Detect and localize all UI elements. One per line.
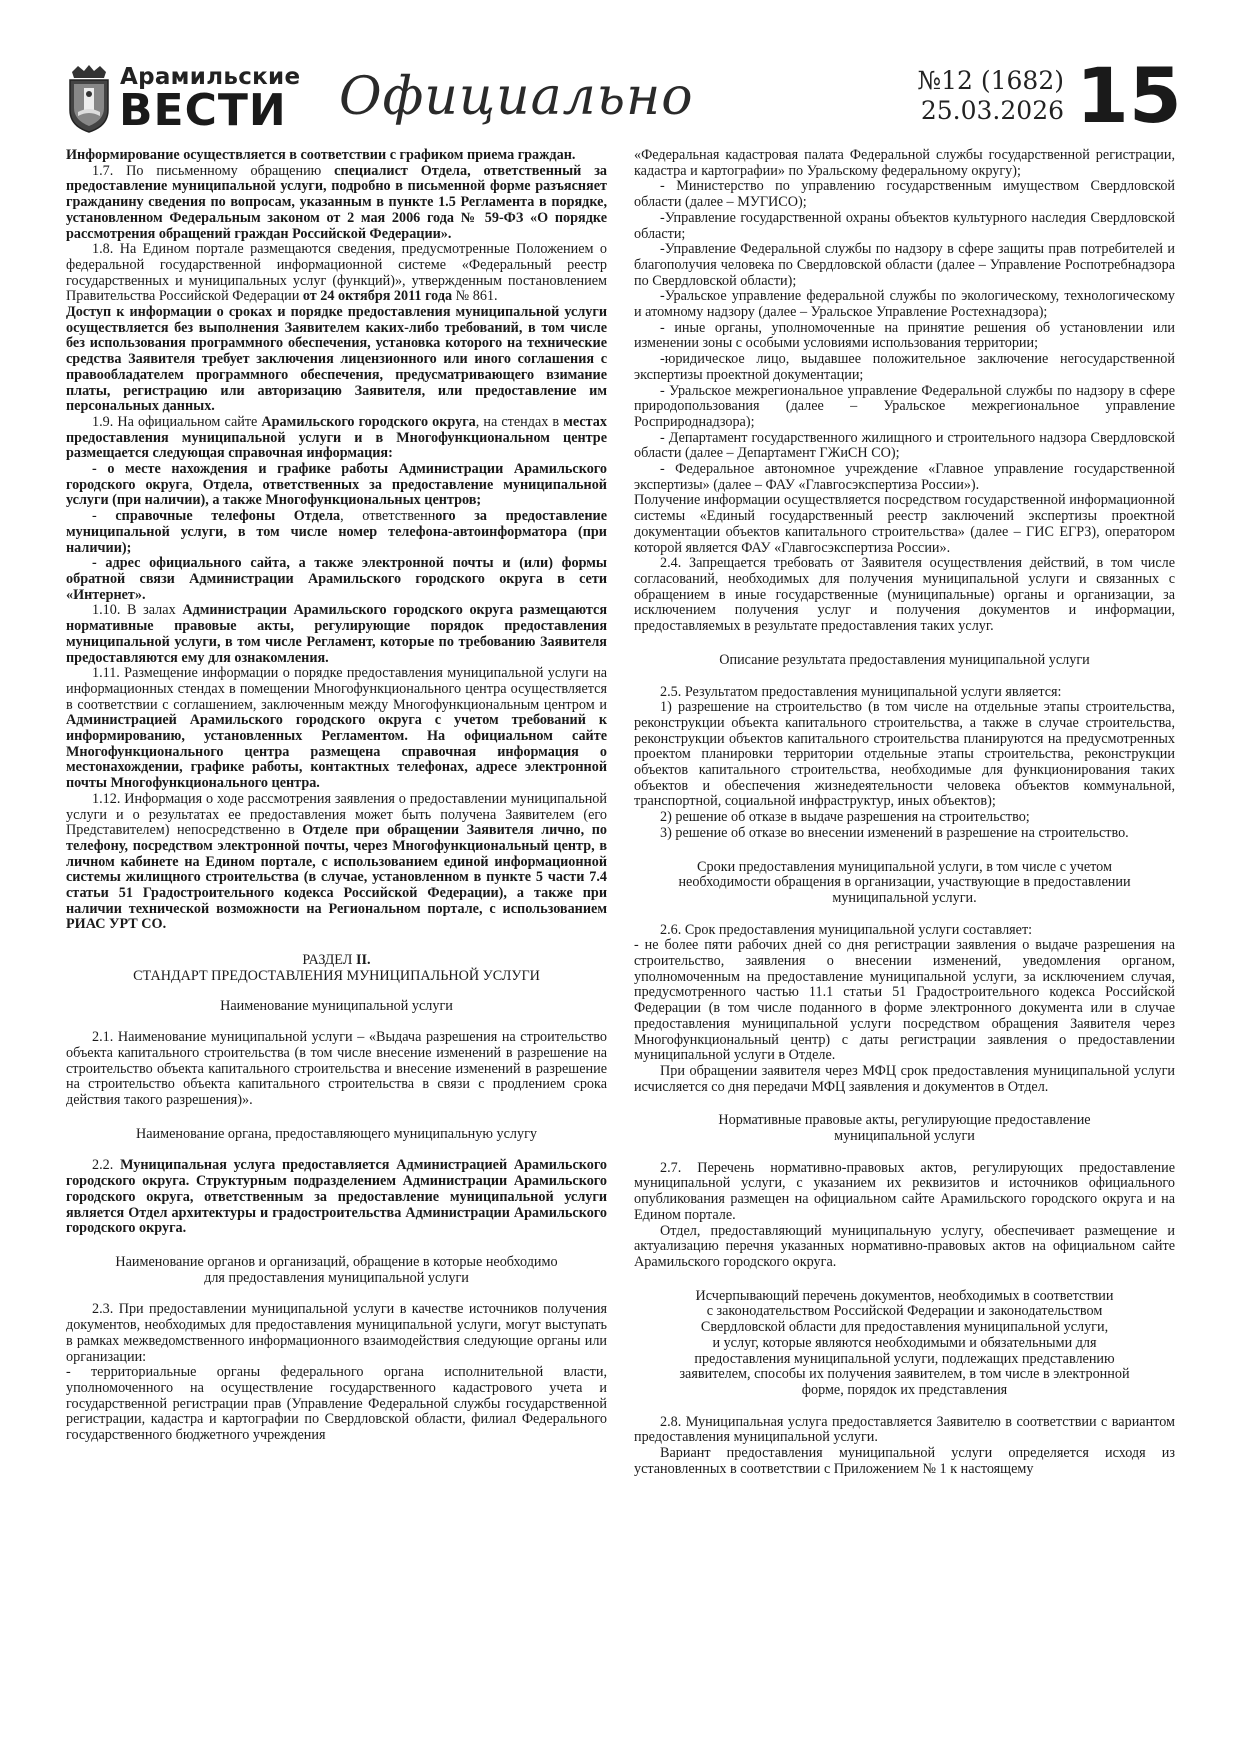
paragraph-1-10: 1.10. В залах Администрации Арамильского городского округа размещаются нормативные правовые акты, регулирующие порядок предоставления муниципальной услуги, в том числе Регламент, которые по требованию Заявителя предоставляются ему для ознакомления.	[66, 602, 608, 666]
list-item: - Уральское межрегиональное управление Федеральной службы по надзору в сфере природопользования (далее – Уральское межрегиональное управление Росприроднадзора);	[634, 382, 1175, 430]
paragraph-access: Доступ к информации о сроках и порядке предоставления муниципальной услуги осуществляется без выполнения Заявителем каких-либо требований, в том числе без использования программного обеспечения, установка которого на технические средства Заявителя требует заключения лицензионного или иного соглашения с правообладателем программного обеспечения, предусматривающего взимание платы, регистрацию или авторизацию Заявителя, или предоставление им персональных данных.	[66, 304, 607, 415]
paragraph: Получение информации осуществляется посредством государственной информационной системы «Единый государственный реестр заключений экспертизы проектной документации объектов капитального строительства» (далее – ГИС ЕГРЗ), оператором которой является ФАУ «Главгосэкспертиза России».	[634, 492, 1175, 556]
brand-name-main: ВЕСТИ	[119, 85, 287, 136]
paragraph: Отдел, предоставляющий муниципальную услугу, обеспечивает размещение и актуализацию перечня указанных нормативно-правовых актов на официальном сайте Арамильского городского округа.	[634, 1222, 1175, 1270]
right-column	[634, 148, 1175, 1477]
list-item: -Управление государственной охраны объектов культурного наследия Свердловской области;	[634, 209, 1175, 242]
subheading: Описание результата предоставления муниципальной услуги	[719, 651, 1090, 668]
paragraph-1-12: 1.12. Информация о ходе рассмотрения заявления о предоставлении муниципальной услуги и о результатах ее предоставления может быть получена Заявителем (его Представителем) непосредственно в Отделе при обращении Заявителя лично, по телефону, посредством электронной почты, через Многофункциональный центр, в личном кабинете на Едином портале, с использованием единой информационной системы жилищного строительства (в случае, установленном в пункте 5 части 7.4 статьи 51 Градостроительного кодекса Российской Федерации), а также при наличии технической возможности на Региональном портале, с использованием РИАС УРТ СО.	[66, 790, 607, 933]
coat-of-arms-icon	[64, 62, 114, 134]
paragraph-2-6: 2.6. Срок предоставления муниципальной услуги составляет:	[660, 921, 1033, 938]
paragraph-2-4: 2.4. Запрещается требовать от Заявителя осуществления действий, в том числе согласований, необходимых для получения муниципальной услуги и связанных с обращением в иные государственные (муниципальные) органы и организации, за исключением получения услуг и получения документов и информации, предоставляемых в результате предоставления таких услуг.	[634, 555, 1175, 635]
issue-date: 25.03.2026	[920, 96, 1064, 125]
list-item: - территориальные органы федерального органа исполнительной власти, уполномоченного на осуществление государственного кадастрового учета и государственной регистрации прав (Управление Федеральной службы государственной регистрации, кадастра и картографии по Свердловской области, филиал Федерального государственного бюджетного учреждения	[66, 1364, 607, 1444]
subheading: Наименование органа, предоставляющего муниципальную услугу	[135, 1125, 537, 1142]
masthead	[64, 51, 1182, 140]
list-item: -Управление Федеральной службы по надзору в сфере защиты прав потребителей и благополучия человека по Свердловской области (далее – Управление Роспотребнадзора по Свердловской области);	[634, 241, 1175, 289]
paragraph-1-9: 1.9. На официальном сайте Арамильского городского округа, на стендах в местах предоставления муниципальной услуги и в Многофункциональном центре размещается следующая справочная информация:	[66, 413, 607, 462]
paragraph-2-2: 2.2. Муниципальная услуга предоставляется Администрацией Арамильского городского округа. Структурным подразделением Администрации Арамильского городского округа, ответственным за предоставление муниципальной услуги является Отдел архитектуры и градостроительства Администрации Арамильского городского округа.	[66, 1157, 607, 1237]
subheading: Исчерпывающий перечень документов, необходимых в соответствии с законодательством Российской Федерации и законодательством Свердловской области для предоставления муниципальной услуги, и услуг, которые являются необходимыми и обязательными для предоставления муниципальной услуги, подлежащих представлению заявителем, способы их получения заявителем, в том числе в электронной форме, порядок их представления	[679, 1287, 1130, 1398]
issue-number: №12 (1682)	[917, 66, 1064, 95]
brand-name-top: Арамильские	[120, 64, 301, 90]
paragraph: Вариант предоставления муниципальной услуги определяется исходя из установленных в соответствии с Приложением № 1 к настоящему	[634, 1445, 1175, 1477]
paragraph-2-7: 2.7. Перечень нормативно-правовых актов, регулирующих предоставление муниципальной услуги, с указанием их реквизитов и источников официального опубликования размещен на официальном сайте Арамильского городского округа и на Едином портале.	[634, 1159, 1175, 1223]
list-item: - иные органы, уполномоченные на принятие решения об установлении или изменении зоны с особыми условиями использования территории;	[634, 319, 1175, 352]
newspaper-logo[interactable]	[64, 62, 301, 138]
paragraph: «Федеральная кадастровая палата Федеральной службы государственной регистрации, кадастра и картографии» по Уральскому федеральному округу);	[634, 147, 1175, 179]
subheading: Сроки предоставления муниципальной услуги, в том числе с учетом необходимости обращения в организации, участвующие в предоставлении муниципальной услуги.	[678, 858, 1131, 906]
paragraph-2-3: 2.3. При предоставлении муниципальной услуги в качестве источников получения документов, необходимых для предоставления муниципальной услуги, могут выступать в рамках межведомственного информационного взаимодействия следующие органы или организации:	[66, 1301, 607, 1365]
list-item: 1) разрешение на строительство (в том числе на отдельные этапы строительства, реконструкции объекта капитального строительства, а также в случае строительства, реконструкции объектов капитального строительства планируются на предусмотренных проектом планировки территории отдельные этапы строительства, реконструкции объектов капитального строительства, необходимые для функционирования таких объектов и обеспечения жизнедеятельности человека объектов коммунальной, транспортной, социальной инфраструктур, иных объектов);	[634, 699, 1175, 810]
paragraph-1-8: 1.8. На Едином портале размещаются сведения, предусмотренные Положением о федеральной государственной информационной системе «Федеральный реестр государственных и муниципальных услуг (функций)», утвержденным постановлением Правительства Российской Федерации от 24 октября 2011 года № 861.	[66, 241, 607, 305]
list-item: - справочные телефоны Отдела, ответственного за предоставление муниципальной услуги, в том числе номер телефона-автоинформатора (при наличии);	[66, 508, 607, 556]
list-item: - адрес официального сайта, а также электронной почты и (или) формы обратной связи Администрации Арамильского городского округа в сети «Интернет».	[66, 555, 607, 603]
issue-info	[864, 66, 1064, 126]
list-item: -Уральское управление федеральной службы по экологическому, технологическому и атомному надзору (далее – Уральское Управление Ростехнадзора);	[634, 288, 1175, 321]
subheading: Наименование муниципальной услуги	[220, 997, 453, 1014]
list-item: - не более пяти рабочих дней со дня регистрации заявления о выдаче разрешения на строительство, заявления о внесении изменений, уведомления органом, уполномоченным на предоставление муниципальной услуги, за исключением случая, предусмотренного частью 11.1 статьи 51 Градостроительного кодекса Российской Федерации (в том числе поданного в форме электронного документа или в случае предоставления муниципальной услуги посредством обращения Заявителя через Многофункциональный центр) с даты регистрации заявления о предоставлении муниципальной услуги в Отделе.	[634, 937, 1175, 1064]
left-column	[66, 148, 607, 1444]
paragraph-2-1: 2.1. Наименование муниципальной услуги – «Выдача разрешения на строительство объекта капитального строительства (в том числе внесение изменений в разрешение на строительство объекта капитального строительства и внесение изменений в разрешение на строительство объекта капитального строительства в связи с продлением срока действия такого разрешения)».	[66, 1029, 607, 1109]
subheading: Наименование органов и организаций, обращение в которые необходимо для предоставления муниципальной услуги	[115, 1254, 558, 1286]
page-number: 15	[1076, 51, 1182, 140]
paragraph: Информирование осуществляется в соответствии с графиком приема граждан.	[66, 147, 576, 163]
list-item: - Федеральное автономное учреждение «Главное управление государственной экспертизы» (далее – ФАУ «Главгосэкспертиза России»).	[634, 461, 1175, 493]
list-item: - Департамент государственного жилищного и строительного надзора Свердловской области (далее – Департамент ГЖиСН СО);	[634, 429, 1175, 462]
list-item: 3) решение об отказе во внесении изменений в разрешение на строительство.	[660, 824, 1129, 841]
paragraph-1-7: 1.7. По письменному обращению специалист Отдела, ответственный за предоставление муниципальной услуги, подробно в письменной форме разъясняет гражданину сведения по вопросам, указанным в пункте 1.5 Регламента в порядке, установленном Федеральным законом от 2 мая 2006 года № 59-ФЗ «О порядке рассмотрения обращений граждан Российской Федерации».	[66, 162, 607, 242]
paragraph-1-11: 1.11. Размещение информации о порядке предоставления муниципальной услуги на информационных стендах в помещении Многофункционального центра осуществляется в соответствии с соглашением, заключенным между Многофункциональным центром и Администрацией Арамильского городского округа с учетом требований к информированию, установленных Регламентом. На официальном сайте Многофункционального центра размещена справочная информация о местонахождении, графике работы, контактных телефонах, адресе электронной почты Многофункционального центра.	[66, 665, 607, 792]
paragraph-2-5: 2.5. Результатом предоставления муниципальной услуги является:	[660, 683, 1062, 700]
list-item: 2) решение об отказе в выдаче разрешения на строительство;	[660, 809, 1030, 826]
list-item: -юридическое лицо, выдавшее положительное заключение негосударственной экспертизы проектной документации;	[634, 351, 1175, 383]
section-heading: РАЗДЕЛ II. СТАНДАРТ ПРЕДОСТАВЛЕНИЯ МУНИЦИПАЛЬНОЙ УСЛУГИ	[133, 952, 540, 984]
list-item: - Министерство по управлению государственным имуществом Свердловской области (далее – МУГИСО);	[634, 178, 1175, 211]
subheading: Нормативные правовые акты, регулирующие предоставление муниципальной услуги	[718, 1112, 1091, 1145]
paragraph: При обращении заявителя через МФЦ срок предоставления муниципальной услуги исчисляется со дня передачи МФЦ заявления и документов в Отдел.	[634, 1062, 1175, 1095]
section-title: Официально	[339, 67, 694, 127]
paragraph-2-8: 2.8. Муниципальная услуга предоставляется Заявителю в соответствии с вариантом предоставления муниципальной услуги.	[634, 1413, 1175, 1446]
list-item: - о месте нахождения и графике работы Администрации Арамильского городского округа, Отдела, ответственных за предоставление муниципальной услуги (при наличии), а также Многофункциональных центров;	[66, 461, 607, 509]
